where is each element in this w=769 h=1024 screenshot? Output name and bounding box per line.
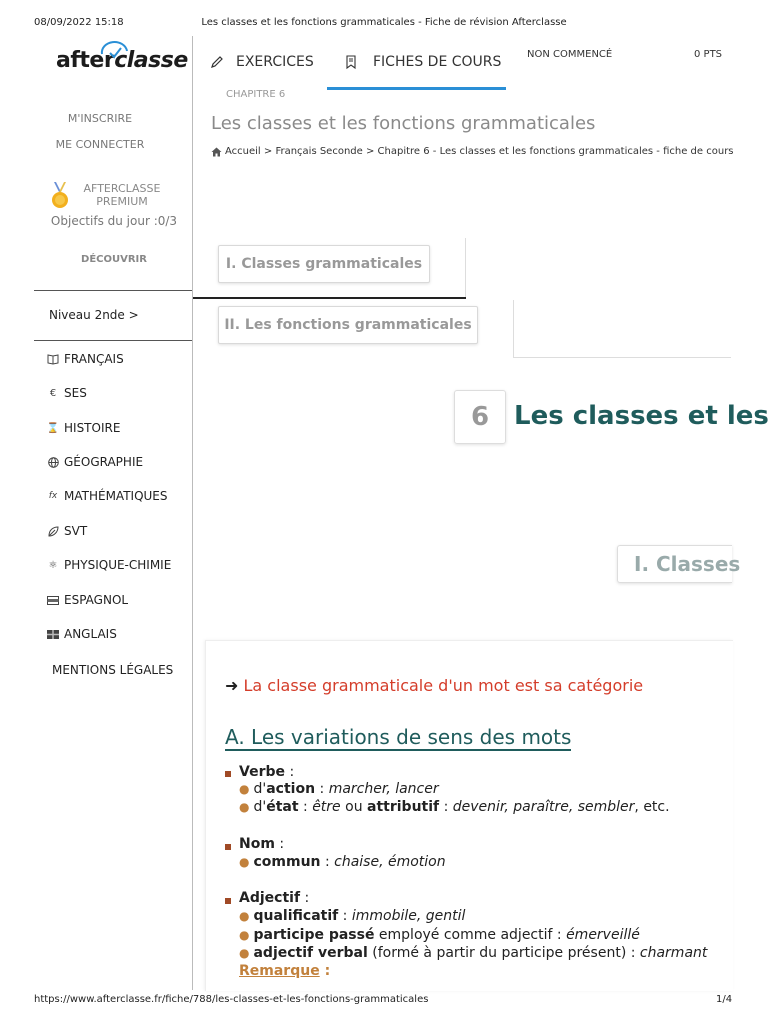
intro-sentence: ➜ La classe grammaticale d'un mot est sa catégorie — [225, 676, 644, 695]
afterclasse-logo[interactable]: afterclasse — [56, 48, 188, 73]
sidebar-item-espagnol[interactable]: ESPAGNOL — [47, 593, 128, 607]
section-banner: I. Classes — [617, 545, 732, 583]
breadcrumb[interactable]: Accueil > Français Seconde > Chapitre 6 - Les classes et les fonctions grammaticales - fiche de cours — [211, 146, 734, 157]
remark-label: Remarque : — [239, 963, 331, 979]
tab-section-2[interactable]: II. Les fonctions grammaticales — [218, 306, 478, 344]
chapter-label: CHAPITRE 6 — [226, 89, 286, 100]
list-item-nom: Nom : — [239, 836, 285, 852]
sub-item-etat: ● d'état : être ou attributif : devenir, paraître, sembler, etc. — [239, 799, 670, 815]
hourglass-icon: ⌛ — [46, 422, 60, 434]
tab-border — [465, 238, 466, 298]
arrow-icon: ➜ — [225, 676, 239, 695]
sub-item-adjectif-verbal: ● adjectif verbal (formé à partir du participe présent) : charmant — [239, 945, 708, 961]
page-title: Les classes et les fonctions grammaticales — [211, 113, 596, 134]
print-page-number: 1/4 — [716, 994, 733, 1005]
chapter-banner-title: Les classes et les — [514, 401, 769, 431]
sidebar-item-physique-chimie[interactable]: ⚛ PHYSIQUE-CHIMIE — [48, 558, 172, 572]
globe-icon — [47, 456, 59, 468]
spanish-flag-icon — [47, 594, 59, 606]
uk-flag-icon — [47, 628, 59, 640]
sidebar-item-geographie[interactable]: GÉOGRAPHIE — [47, 455, 143, 469]
leaf-icon — [47, 525, 59, 537]
pencil-icon — [210, 55, 224, 69]
level-selector[interactable]: Niveau 2nde > — [49, 308, 139, 322]
active-tab-indicator — [327, 87, 506, 90]
tab-section-1[interactable]: I. Classes grammaticales — [218, 245, 430, 283]
sidebar-item-svt[interactable]: SVT — [47, 524, 87, 538]
tab-underline — [193, 297, 466, 299]
sidebar-item-mathematiques[interactable]: fx MATHÉMATIQUES — [48, 489, 168, 503]
panel-border — [513, 357, 731, 358]
sub-item-action: ● d'action : marcher, lancer — [239, 781, 439, 797]
premium-label[interactable]: AFTERCLASSE PREMIUM — [83, 182, 161, 208]
sidebar-item-francais[interactable]: FRANÇAIS — [47, 352, 124, 366]
course-sheets-tab[interactable]: FICHES DE COURS — [345, 54, 501, 70]
chapter-number-badge: 6 — [454, 390, 506, 444]
legal-mentions-link[interactable]: MENTIONS LÉGALES — [52, 663, 174, 677]
sidebar-divider — [34, 340, 192, 341]
list-item-adjectif: Adjectif : — [239, 890, 310, 906]
function-icon: fx — [48, 491, 58, 501]
exercises-tab[interactable]: EXERCICES — [210, 54, 314, 70]
print-url: https://www.afterclasse.fr/fiche/788/les-classes-et-les-fonctions-grammaticales — [34, 994, 429, 1005]
euro-icon: € — [49, 387, 57, 399]
list-bullet — [225, 898, 231, 904]
login-link[interactable]: ME CONNECTER — [55, 138, 145, 151]
discover-link[interactable]: DÉCOUVRIR — [81, 254, 147, 265]
section-heading: A. Les variations de sens des mots — [225, 725, 572, 749]
list-bullet — [225, 844, 231, 850]
sub-item-commun: ● commun : chaise, émotion — [239, 854, 446, 870]
sidebar-border — [192, 36, 193, 990]
progress-status: NON COMMENCÉ — [527, 49, 613, 60]
sidebar-divider — [34, 290, 192, 291]
sub-item-participe-passe: ● participe passé employé comme adjectif : émerveillé — [239, 927, 640, 943]
book-icon — [47, 353, 59, 365]
sub-item-qualificatif: ● qualificatif : immobile, gentil — [239, 908, 466, 924]
atom-icon: ⚛ — [48, 559, 58, 571]
daily-objectives: Objectifs du jour :0/3 — [50, 214, 178, 228]
home-icon — [211, 147, 222, 157]
sidebar-item-anglais[interactable]: ANGLAIS — [47, 627, 117, 641]
signup-link[interactable]: M'INSCRIRE — [67, 112, 133, 125]
medal-icon — [50, 182, 70, 210]
print-doc-title: Les classes et les fonctions grammaticales - Fiche de révision Afterclasse — [201, 17, 567, 28]
bookmark-icon — [345, 55, 357, 69]
panel-border — [513, 300, 514, 357]
logo-check-icon — [100, 42, 130, 62]
list-item-verbe: Verbe : — [239, 764, 295, 780]
list-bullet — [225, 771, 231, 777]
points-counter: 0 PTS — [694, 49, 723, 60]
sidebar-item-ses[interactable]: € SES — [47, 386, 87, 400]
sidebar-item-histoire[interactable]: ⌛ HISTOIRE — [46, 421, 121, 435]
print-datetime: 08/09/2022 15:18 — [34, 17, 124, 28]
